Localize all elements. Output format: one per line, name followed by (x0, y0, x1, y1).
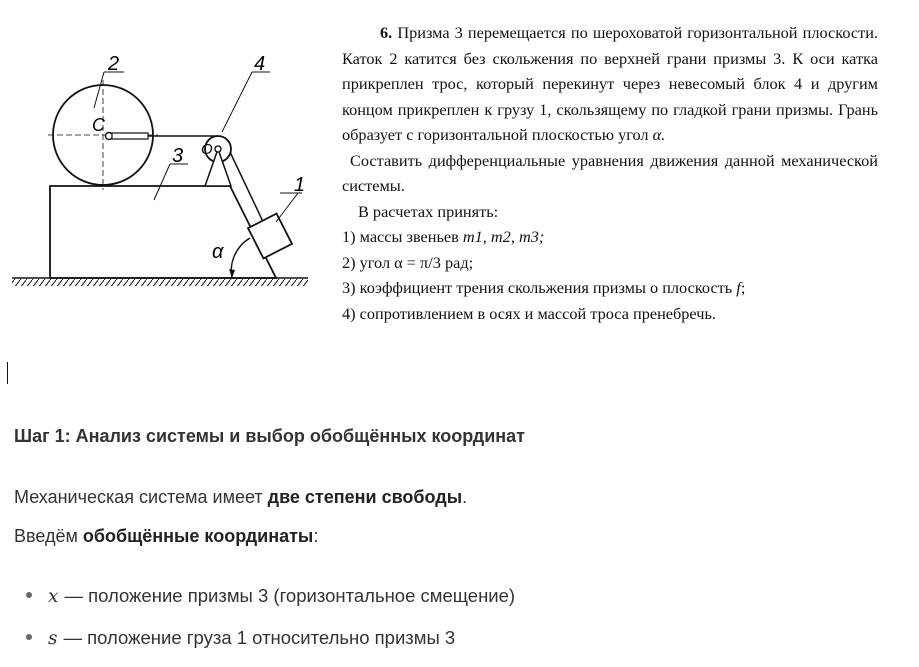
list-item (26, 585, 515, 607)
bullet-dot (26, 592, 32, 598)
leader-2 (94, 72, 104, 108)
leader-4 (222, 72, 252, 132)
mechanism-figure (8, 40, 338, 310)
leader-3 (154, 164, 170, 200)
label-c: C (92, 115, 105, 135)
angle-arrow (229, 269, 235, 278)
bullet-dot (26, 634, 32, 640)
line2-bold: обобщённые координаты (82, 526, 314, 546)
line2-post: : (313, 526, 319, 546)
ground-hatch (12, 279, 308, 286)
item3-end: ; (740, 278, 746, 297)
load-1 (248, 214, 292, 259)
problem-alpha: α. (652, 125, 666, 144)
problem-item-3 (342, 275, 878, 301)
mechanism-diagram (8, 40, 338, 310)
problem-item-4: 4) сопротивлением в осях и массой троса пренебречь. (342, 303, 716, 323)
list-item (26, 627, 455, 649)
label-o: O (201, 141, 213, 158)
item1-text: 1) массы звеньев (342, 227, 463, 246)
step-title: Шаг 1: Анализ системы и выбор обобщённых координат (14, 426, 525, 446)
line1-bold: две степени свободы (267, 487, 463, 507)
cable-incline (230, 152, 266, 228)
math-var: s (48, 628, 58, 649)
leader-1 (276, 193, 298, 222)
item1-vars: m1, m2, m3; (462, 227, 545, 246)
roller-axle (112, 133, 148, 139)
label-1: 1 (294, 174, 306, 196)
item3-var: f (736, 278, 741, 297)
pulley-pin (215, 146, 221, 152)
math-var: x (48, 586, 59, 607)
item3-text: 3) коэффициент трения скольжения призмы о плоскость (342, 278, 737, 297)
bullet-text: — положение призмы 3 (горизонтальное смещение) (64, 585, 516, 606)
label-alpha: α (212, 241, 224, 263)
line2-pre: Введём (14, 526, 83, 546)
problem-paragraph-3: В расчетах принять: (358, 201, 499, 221)
problem-statement (342, 20, 878, 326)
problem-item-1 (342, 224, 878, 250)
label-2: 2 (108, 53, 120, 75)
problem-paragraph-2: Составить дифференциальные уравнения движения данной механической системы. (342, 150, 878, 195)
line1-pre: Механическая система имеет (14, 487, 268, 507)
bullet-text: — положение груза 1 относительно призмы 3 (63, 627, 456, 648)
problem-paragraph-1 (342, 20, 878, 148)
line1-post: . (462, 487, 468, 507)
problem-text-1: Призма 3 перемещается по шероховатой горизонтальной плоскости. Каток 2 катится без скольжения по верхней грани призмы 3. К оси катка прикреплен трос, который перекинут через невесомый блок 4 и другим концом прикреплен к грузу 1, скользящему по гладкой грани призмы. Грань образует с горизонтальной плоскостью угол (342, 23, 878, 144)
prism-3 (50, 186, 276, 278)
problem-number: 6. (380, 23, 393, 42)
label-4: 4 (254, 53, 266, 75)
problem-item-2: 2) угол α = π/3 рад; (342, 252, 474, 272)
degrees-of-freedom-line (14, 487, 467, 508)
text-cursor (7, 362, 8, 384)
generalized-coords-line (14, 526, 318, 547)
label-3: 3 (172, 145, 184, 167)
